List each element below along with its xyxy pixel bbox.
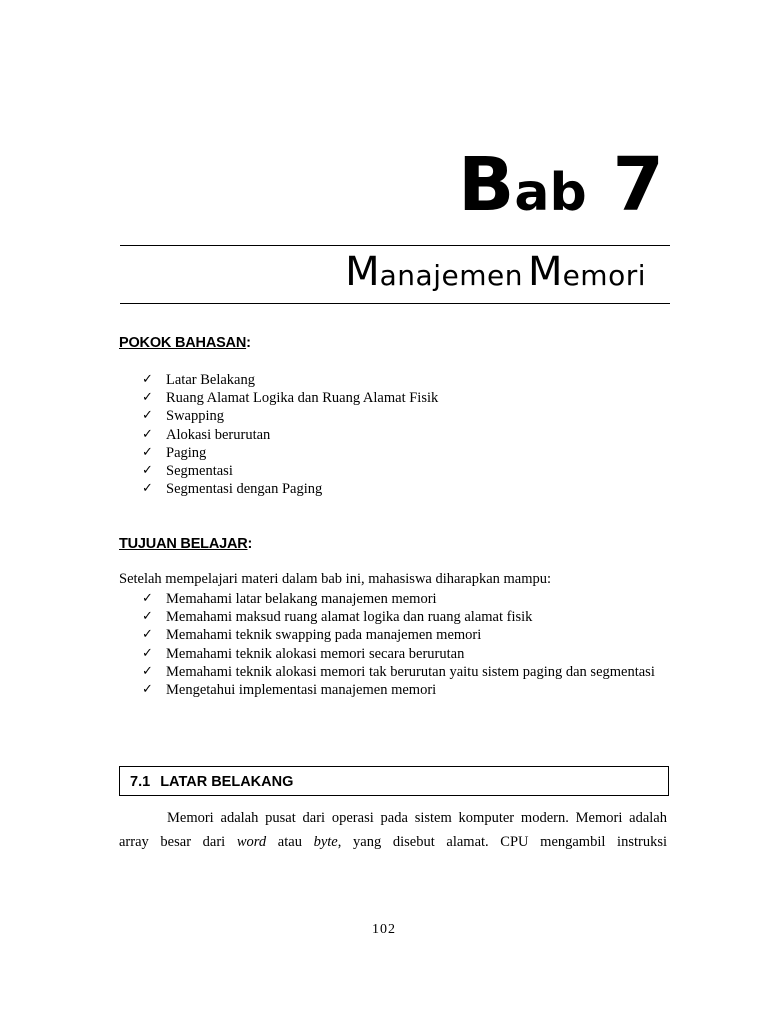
pokok-bahasan-colon: : xyxy=(246,335,251,351)
chapter-title xyxy=(458,142,664,228)
list-item-text: Memahami maksud ruang alamat logika dan ruang alamat fisik xyxy=(166,609,533,626)
body-paragraph xyxy=(119,806,667,854)
check-icon: ✓ xyxy=(142,682,153,698)
pokok-bahasan-label: POKOK BAHASAN xyxy=(119,335,247,351)
list-item-text: Memahami teknik alokasi memori secara berurutan xyxy=(166,645,465,662)
list-item xyxy=(142,407,672,425)
check-icon: ✓ xyxy=(142,481,153,497)
chapter-word-initial: B xyxy=(458,142,515,228)
paragraph-line-1: Memori adalah pusat dari operasi pada sistem komputer modern. Memori xyxy=(167,810,623,826)
title-top-rule xyxy=(120,245,670,246)
list-item-text: Latar Belakang xyxy=(166,372,255,388)
check-icon: ✓ xyxy=(142,408,153,424)
list-item-text: Paging xyxy=(166,444,207,461)
list-item xyxy=(142,663,672,681)
list-item xyxy=(142,480,672,498)
list-item-text: Alokasi berurutan xyxy=(166,426,271,443)
list-item-text: Swapping xyxy=(166,408,224,425)
section-number: 7.1 xyxy=(130,774,151,790)
check-icon: ✓ xyxy=(142,390,153,406)
chapter-word-rest: ab xyxy=(514,163,587,223)
list-item xyxy=(142,426,672,444)
tujuan-intro: Setelah mempelajari materi dalam bab ini, mahasiswa diharapkan mampu: xyxy=(119,571,552,587)
section-title: LATAR BELAKANG xyxy=(160,774,294,790)
italic-byte: byte xyxy=(313,834,338,850)
check-icon: ✓ xyxy=(142,463,153,479)
check-icon: ✓ xyxy=(142,591,153,606)
tujuan-belajar-label: TUJUAN BELAJAR xyxy=(119,536,248,552)
list-item xyxy=(142,626,672,644)
list-item xyxy=(142,389,672,407)
list-item-text: Segmentasi dengan Paging xyxy=(166,481,323,498)
check-icon: ✓ xyxy=(142,372,153,387)
check-icon: ✓ xyxy=(142,663,153,679)
tujuan-belajar-list xyxy=(142,590,672,699)
list-item-text: Mengetahui implementasi manajemen memori xyxy=(166,682,437,699)
pokok-bahasan-list xyxy=(142,371,672,498)
list-item-text: Ruang Alamat Logika dan Ruang Alamat Fisik xyxy=(166,390,439,407)
check-icon: ✓ xyxy=(142,609,153,625)
list-item-text: Memahami latar belakang manajemen memori xyxy=(166,591,437,607)
check-icon: ✓ xyxy=(142,645,153,661)
list-item xyxy=(142,462,672,480)
subtitle-initial-2: M xyxy=(528,249,563,295)
page-number: 102 xyxy=(372,922,396,937)
list-item-text: Memahami teknik swapping pada manajemen memori xyxy=(166,627,482,644)
subtitle-rest-2: emori xyxy=(562,259,646,292)
subtitle-initial-1: M xyxy=(345,249,380,295)
list-item-text: Segmentasi xyxy=(166,463,233,480)
section-heading xyxy=(130,774,293,790)
section-heading-box xyxy=(119,766,669,796)
title-bottom-rule xyxy=(120,303,670,304)
check-icon: ✓ xyxy=(142,444,153,460)
list-item xyxy=(142,681,672,699)
chapter-number: 7 xyxy=(612,142,664,228)
paragraph-line-2a: adalah array besar dari xyxy=(119,810,667,850)
paragraph-line-2b: atau xyxy=(266,834,314,850)
tujuan-belajar-heading xyxy=(119,536,252,552)
list-item xyxy=(142,590,672,608)
italic-word: word xyxy=(236,834,267,850)
list-item xyxy=(142,444,672,462)
check-icon: ✓ xyxy=(142,426,153,442)
tujuan-belajar-colon: : xyxy=(247,536,253,552)
check-icon: ✓ xyxy=(142,627,153,643)
paragraph-line-2c: , yang disebut alamat. CPU mengambil instruksi xyxy=(337,834,667,850)
list-item-text: Memahami teknik alokasi memori tak berurutan yaitu sistem paging dan segmentasi xyxy=(166,663,655,680)
list-item xyxy=(142,608,672,626)
list-item xyxy=(142,645,672,663)
chapter-subtitle xyxy=(345,249,646,295)
list-item xyxy=(142,371,672,389)
pokok-bahasan-heading xyxy=(119,335,251,351)
subtitle-rest-1: anajemen xyxy=(379,259,523,292)
